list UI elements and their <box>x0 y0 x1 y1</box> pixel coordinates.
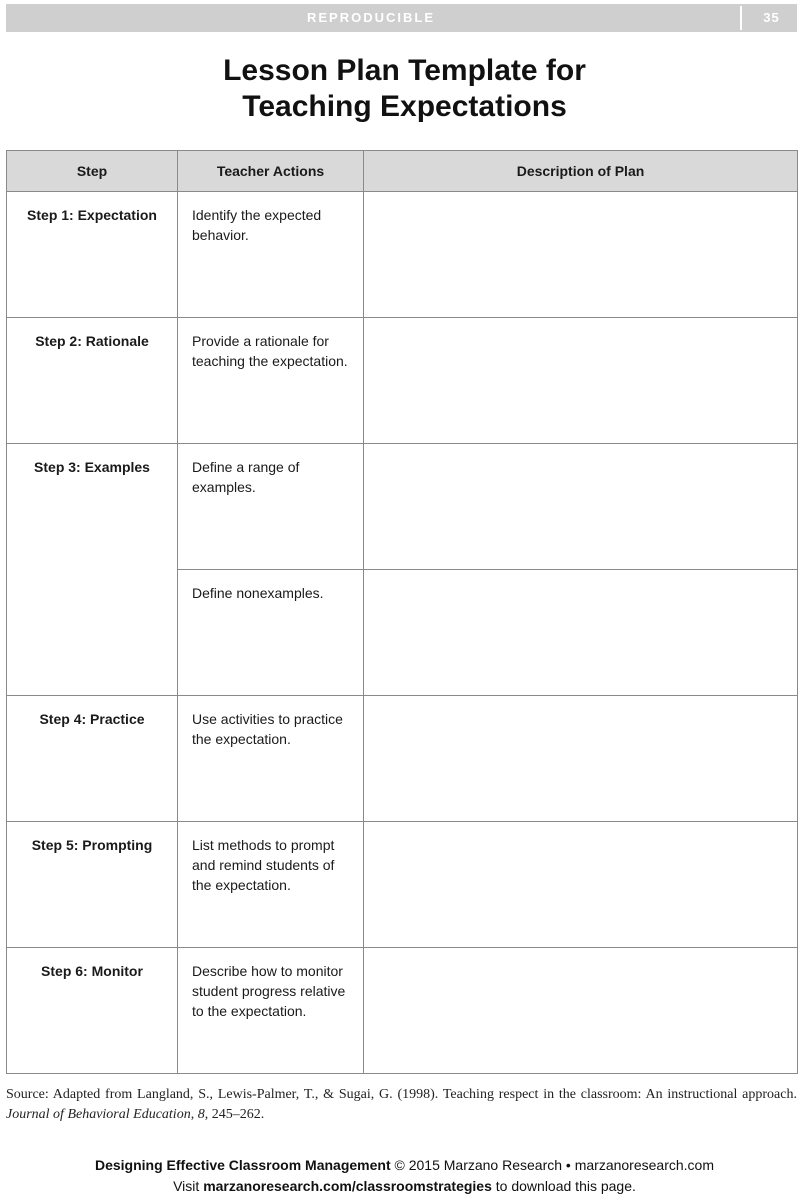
teacher-action-cell: Provide a rationale for teaching the expectation. <box>178 318 364 444</box>
title-line-2: Teaching Expectations <box>242 90 567 123</box>
description-cell[interactable] <box>364 822 798 948</box>
table-row <box>7 822 798 948</box>
journal-volume: 8 <box>197 1107 205 1122</box>
table-row <box>7 696 798 822</box>
table-header-row <box>7 151 798 192</box>
teacher-action-cell: Identify the expected behavior. <box>178 192 364 318</box>
teacher-action-cell: Define a range of examples. <box>178 444 364 570</box>
source-separator: , <box>190 1107 198 1122</box>
description-cell[interactable] <box>364 570 798 696</box>
column-header-teacher-actions: Teacher Actions <box>178 151 364 192</box>
step-cell: Step 6: Monitor <box>7 948 178 1074</box>
teacher-action-cell: Describe how to monitor student progress relative to the expectation. <box>178 948 364 1074</box>
banner-label: REPRODUCIBLE <box>306 10 435 25</box>
page-number: 35 <box>763 10 780 25</box>
page-title <box>0 53 809 125</box>
banner-divider <box>740 6 742 30</box>
description-cell[interactable] <box>364 948 798 1074</box>
description-cell[interactable] <box>364 696 798 822</box>
table-row <box>7 444 798 570</box>
lesson-plan-table <box>6 150 798 1074</box>
step-cell: Step 2: Rationale <box>7 318 178 444</box>
description-cell[interactable] <box>364 318 798 444</box>
teacher-action-cell: Define nonexamples. <box>178 570 364 696</box>
teacher-action-cell: Use activities to practice the expectation. <box>178 696 364 822</box>
table-row <box>7 192 798 318</box>
title-line-1: Lesson Plan Template for <box>223 54 586 87</box>
source-text: Source: Adapted from Langland, S., Lewis-Palmer, T., & Sugai, G. (1998). Teaching respect in the classroom: An instructional approach. <box>6 1087 797 1102</box>
copyright-text: © 2015 Marzano Research • marzanoresearch.com <box>390 1157 714 1173</box>
step-cell: Step 1: Expectation <box>7 192 178 318</box>
column-header-step: Step <box>7 151 178 192</box>
visit-text: Visit <box>173 1178 204 1194</box>
page-footer <box>0 1155 809 1197</box>
teacher-action-cell: List methods to prompt and remind students of the expectation. <box>178 822 364 948</box>
column-header-description: Description of Plan <box>364 151 798 192</box>
description-cell[interactable] <box>364 444 798 570</box>
journal-title: Journal of Behavioral Education <box>6 1107 191 1122</box>
reproducible-banner <box>6 4 797 32</box>
download-link[interactable]: marzanoresearch.com/classroomstrategies <box>203 1178 492 1194</box>
table-row <box>7 318 798 444</box>
footer-line-2 <box>0 1176 809 1197</box>
step-cell: Step 3: Examples <box>7 444 178 696</box>
step-cell: Step 5: Prompting <box>7 822 178 948</box>
download-suffix: to download this page. <box>491 1178 636 1194</box>
footer-line-1 <box>0 1155 809 1176</box>
book-title: Designing Effective Classroom Management <box>94 1157 391 1173</box>
source-pages: , 245–262. <box>204 1107 265 1122</box>
step-cell: Step 4: Practice <box>7 696 178 822</box>
description-cell[interactable] <box>364 192 798 318</box>
source-citation <box>6 1085 797 1125</box>
table-row <box>7 948 798 1074</box>
